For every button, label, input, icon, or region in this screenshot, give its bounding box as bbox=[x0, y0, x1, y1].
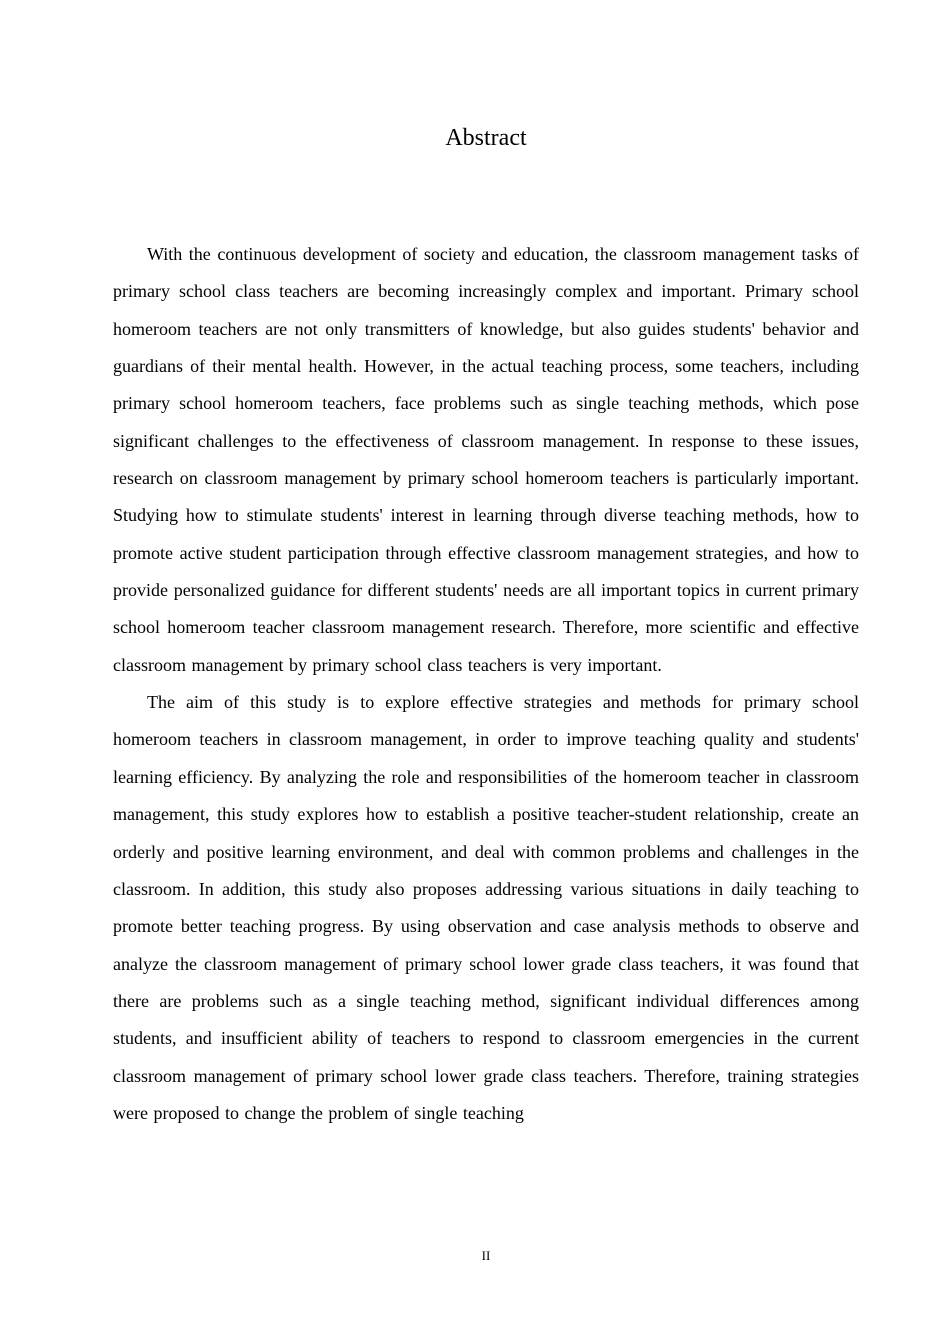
abstract-body bbox=[113, 236, 859, 1132]
abstract-paragraph-1: With the continuous development of society and education, the classroom management tasks of primary school class teachers are becoming increasingly complex and important. Primary school homeroom teachers are not only transmitters of knowledge, but also guides students' behavior and guardians of their mental health. However, in the actual teaching process, some teachers, including primary school homeroom teachers, face problems such as single teaching methods, which pose significant challenges to the effectiveness of classroom management. In response to these issues, research on classroom management by primary school homeroom teachers is particularly important. Studying how to stimulate students' interest in learning through diverse teaching methods, how to promote active student participation through effective classroom management strategies, and how to provide personalized guidance for different students' needs are all important topics in current primary school homeroom teacher classroom management research. Therefore, more scientific and effective classroom management by primary school class teachers is very important. bbox=[113, 244, 859, 675]
page-title: Abstract bbox=[445, 125, 527, 151]
page-number: II bbox=[481, 1248, 491, 1263]
abstract-paragraph-2: The aim of this study is to explore effective strategies and methods for primary school homeroom teachers in classroom management, in order to improve teaching quality and students' learning efficiency. By analyzing the role and responsibilities of the homeroom teacher in classroom management, this study explores how to establish a positive teacher-student relationship, create an orderly and positive learning environment, and deal with common problems and challenges in the classroom. In addition, this study also proposes addressing various situations in daily teaching to promote better teaching progress. By using observation and case analysis methods to observe and analyze the classroom management of primary school lower grade class teachers, it was found that there are problems such as a single teaching method, significant individual differences among students, and insufficient ability of teachers to respond to classroom emergencies in the current classroom management of primary school lower grade class teachers. Therefore, training strategies were proposed to change the problem of single teaching bbox=[113, 692, 859, 1123]
